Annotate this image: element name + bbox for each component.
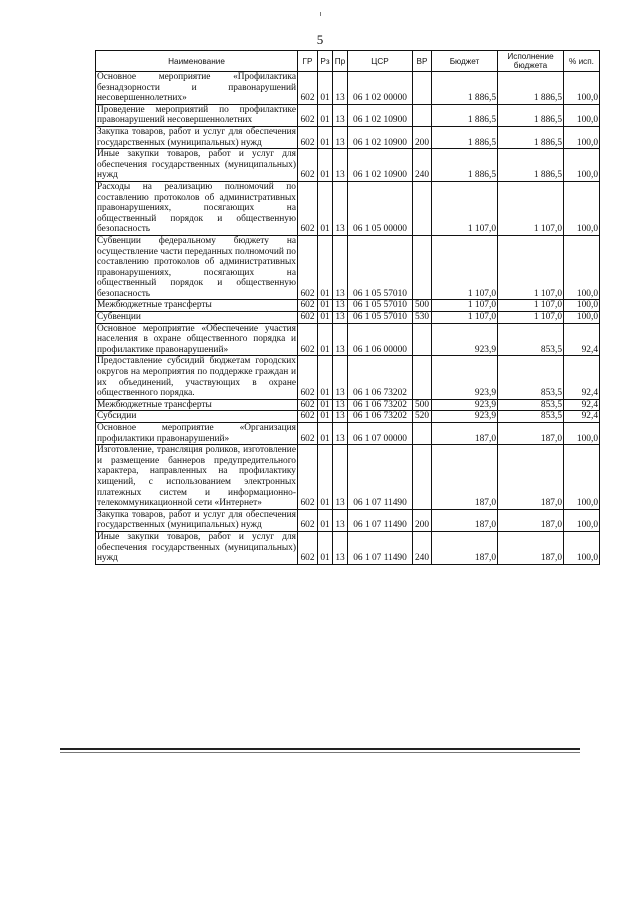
cell-csr: 06 1 06 73202 (348, 356, 413, 399)
cell-percent: 100,0 (564, 235, 600, 300)
cell-vr (413, 235, 432, 300)
cell-gr: 602 (298, 235, 318, 300)
cell-name: Субсидии (96, 411, 298, 423)
cell-vr: 530 (413, 312, 432, 324)
table-row (96, 411, 600, 423)
cell-percent: 100,0 (564, 312, 600, 324)
cell-pr: 13 (333, 72, 348, 105)
table-row (96, 300, 600, 312)
cell-gr: 602 (298, 104, 318, 126)
cell-name: Изготовление, трансляция роликов, изготовление и размещение баннеров предупредительного характера, направленных на профилактику хищений, с использованием электронных платежных систем и информационно-телекоммуникационной сети «Интернет» (97, 445, 296, 509)
cell-percent: 100,0 (564, 181, 600, 235)
cell-percent: 100,0 (564, 72, 600, 105)
cell-rz: 01 (318, 445, 333, 510)
cell-execution: 1 886,5 (498, 149, 564, 182)
cell-csr: 06 1 07 11490 (348, 531, 413, 564)
header-percent: % исп. (564, 51, 600, 72)
cell-name: Межбюджетные трансферты (96, 399, 298, 411)
cell-pr: 13 (333, 356, 348, 399)
cell-gr: 602 (298, 399, 318, 411)
cell-pr: 13 (333, 126, 348, 148)
cell-gr: 602 (298, 149, 318, 182)
cell-budget: 923,9 (432, 323, 498, 356)
header-csr: ЦСР (348, 51, 413, 72)
cell-name: Основное мероприятие «Организация профилактики правонарушений» (97, 423, 296, 444)
cell-percent: 92,4 (564, 399, 600, 411)
cell-rz: 01 (318, 181, 333, 235)
cell-gr: 602 (298, 531, 318, 564)
table-row (96, 149, 600, 182)
cell-gr: 602 (298, 411, 318, 423)
cell-percent: 100,0 (564, 445, 600, 510)
cell-name: Основное мероприятие «Обеспечение участия населения в охране общественного порядка и профилактике правонарушений» (97, 323, 296, 355)
cell-percent: 100,0 (564, 300, 600, 312)
cell-percent: 92,4 (564, 323, 600, 356)
cell-vr (413, 423, 432, 445)
cell-csr: 06 1 06 00000 (348, 323, 413, 356)
scan-artifact (320, 12, 321, 16)
table-row (96, 423, 600, 445)
cell-budget: 923,9 (432, 356, 498, 399)
cell-budget: 187,0 (432, 423, 498, 445)
cell-gr: 602 (298, 423, 318, 445)
cell-name: Межбюджетные трансферты (96, 300, 298, 312)
cell-rz: 01 (318, 104, 333, 126)
cell-csr: 06 1 05 57010 (348, 300, 413, 312)
cell-budget: 1 107,0 (432, 181, 498, 235)
cell-percent: 92,4 (564, 356, 600, 399)
table-row (96, 399, 600, 411)
table-row (96, 312, 600, 324)
cell-gr: 602 (298, 312, 318, 324)
cell-pr: 13 (333, 531, 348, 564)
table-row (96, 235, 600, 300)
cell-gr: 602 (298, 126, 318, 148)
cell-budget: 1 886,5 (432, 72, 498, 105)
cell-gr: 602 (298, 300, 318, 312)
table-body (96, 72, 600, 565)
cell-rz: 01 (318, 356, 333, 399)
cell-gr: 602 (298, 356, 318, 399)
cell-vr: 500 (413, 399, 432, 411)
cell-vr (413, 72, 432, 105)
cell-budget: 1 107,0 (432, 312, 498, 324)
cell-rz: 01 (318, 149, 333, 182)
cell-vr (413, 104, 432, 126)
cell-name: Иные закупки товаров, работ и услуг для обеспечения государственных (муниципальных) нужд (97, 531, 296, 564)
cell-name: Предоставление субсидий бюджетам городских округов на мероприятия по поддержке граждан и их объединений, участвующих в охране общественного порядка. (97, 356, 296, 399)
table-row (96, 323, 600, 356)
cell-gr: 602 (298, 509, 318, 531)
cell-percent: 100,0 (564, 104, 600, 126)
cell-budget: 1 107,0 (432, 300, 498, 312)
cell-pr: 13 (333, 235, 348, 300)
cell-gr: 602 (298, 72, 318, 105)
cell-execution: 1 107,0 (498, 235, 564, 300)
cell-execution: 187,0 (498, 509, 564, 531)
cell-vr: 240 (413, 149, 432, 182)
cell-csr: 06 1 02 10900 (348, 149, 413, 182)
cell-csr: 06 1 02 10900 (348, 104, 413, 126)
cell-csr: 06 1 07 11490 (348, 445, 413, 510)
cell-execution: 187,0 (498, 423, 564, 445)
table-header-row (96, 51, 600, 72)
cell-gr: 602 (298, 445, 318, 510)
header-gr: ГР (298, 51, 318, 72)
cell-execution: 1 886,5 (498, 126, 564, 148)
table-row (96, 509, 600, 531)
cell-vr: 200 (413, 509, 432, 531)
bottom-rule-thin (60, 752, 580, 753)
cell-percent: 92,4 (564, 411, 600, 423)
cell-rz: 01 (318, 126, 333, 148)
page-number: 5 (316, 32, 324, 47)
bottom-rule (60, 748, 580, 750)
cell-csr: 06 1 05 57010 (348, 312, 413, 324)
header-pr: Пр (333, 51, 348, 72)
cell-vr (413, 181, 432, 235)
cell-budget: 1 107,0 (432, 235, 498, 300)
cell-budget: 187,0 (432, 531, 498, 564)
cell-rz: 01 (318, 399, 333, 411)
table-row (96, 126, 600, 148)
cell-budget: 1 886,5 (432, 149, 498, 182)
cell-rz: 01 (318, 323, 333, 356)
cell-execution: 1 107,0 (498, 300, 564, 312)
header-rz: Рз (318, 51, 333, 72)
header-name: Наименование (96, 51, 298, 72)
cell-gr: 602 (298, 181, 318, 235)
cell-budget: 923,9 (432, 411, 498, 423)
table-row (96, 445, 600, 510)
cell-percent: 100,0 (564, 126, 600, 148)
cell-execution: 1 107,0 (498, 181, 564, 235)
cell-vr: 500 (413, 300, 432, 312)
header-vr: ВР (413, 51, 432, 72)
cell-vr (413, 323, 432, 356)
cell-name: Проведение мероприятий по профилактике правонарушений несовершеннолетних (97, 104, 296, 126)
cell-csr: 06 1 07 11490 (348, 509, 413, 531)
header-execution: Исполнение бюджета (498, 51, 564, 72)
cell-rz: 01 (318, 531, 333, 564)
cell-execution: 853,5 (498, 411, 564, 423)
cell-name: Закупка товаров, работ и услуг для обеспечения государственных (муниципальных) нужд (97, 126, 296, 148)
cell-name: Субвенции федеральному бюджету на осуществление части переданных полномочий по составлению протоколов об административных правонарушениях, посягающих на общественный порядок и общественную безопасность (97, 235, 296, 299)
budget-table-container (95, 50, 599, 565)
cell-name: Закупка товаров, работ и услуг для обеспечения государственных (муниципальных) нужд (97, 509, 296, 531)
cell-vr: 520 (413, 411, 432, 423)
cell-csr: 06 1 02 10900 (348, 126, 413, 148)
cell-percent: 100,0 (564, 149, 600, 182)
cell-percent: 100,0 (564, 531, 600, 564)
cell-execution: 1 886,5 (498, 104, 564, 126)
cell-vr: 240 (413, 531, 432, 564)
cell-pr: 13 (333, 445, 348, 510)
cell-pr: 13 (333, 399, 348, 411)
cell-rz: 01 (318, 300, 333, 312)
cell-rz: 01 (318, 423, 333, 445)
cell-execution: 853,5 (498, 356, 564, 399)
cell-execution: 853,5 (498, 399, 564, 411)
cell-name: Субвенции (96, 312, 298, 324)
cell-execution: 187,0 (498, 531, 564, 564)
cell-rz: 01 (318, 235, 333, 300)
cell-pr: 13 (333, 423, 348, 445)
cell-pr: 13 (333, 181, 348, 235)
cell-rz: 01 (318, 312, 333, 324)
cell-pr: 13 (333, 104, 348, 126)
header-budget: Бюджет (432, 51, 498, 72)
cell-pr: 13 (333, 411, 348, 423)
budget-table (95, 50, 600, 565)
cell-name: Основное мероприятие «Профилактика безнадзорности и правонарушений несовершеннолетних» (97, 72, 296, 104)
cell-vr (413, 445, 432, 510)
cell-budget: 1 886,5 (432, 104, 498, 126)
cell-budget: 187,0 (432, 445, 498, 510)
table-row (96, 531, 600, 564)
cell-budget: 1 886,5 (432, 126, 498, 148)
table-row (96, 356, 600, 399)
cell-pr: 13 (333, 509, 348, 531)
cell-vr: 200 (413, 126, 432, 148)
table-row (96, 181, 600, 235)
cell-csr: 06 1 02 00000 (348, 72, 413, 105)
cell-rz: 01 (318, 411, 333, 423)
cell-pr: 13 (333, 323, 348, 356)
cell-execution: 187,0 (498, 445, 564, 510)
cell-percent: 100,0 (564, 509, 600, 531)
cell-csr: 06 1 05 57010 (348, 235, 413, 300)
cell-execution: 1 886,5 (498, 72, 564, 105)
cell-csr: 06 1 06 73202 (348, 399, 413, 411)
cell-gr: 602 (298, 323, 318, 356)
cell-rz: 01 (318, 509, 333, 531)
cell-execution: 853,5 (498, 323, 564, 356)
cell-pr: 13 (333, 149, 348, 182)
cell-vr (413, 356, 432, 399)
cell-name: Расходы на реализацию полномочий по составлению протоколов об административных правонарушениях, посягающих на общественный порядок и общественную безопасность (97, 181, 296, 235)
cell-pr: 13 (333, 300, 348, 312)
cell-rz: 01 (318, 72, 333, 105)
cell-pr: 13 (333, 312, 348, 324)
cell-budget: 923,9 (432, 399, 498, 411)
cell-percent: 100,0 (564, 423, 600, 445)
cell-csr: 06 1 06 73202 (348, 411, 413, 423)
cell-name: Иные закупки товаров, работ и услуг для обеспечения государственных (муниципальных) нужд (97, 149, 296, 181)
cell-csr: 06 1 05 00000 (348, 181, 413, 235)
cell-execution: 1 107,0 (498, 312, 564, 324)
cell-csr: 06 1 07 00000 (348, 423, 413, 445)
table-row (96, 72, 600, 105)
table-row (96, 104, 600, 126)
cell-budget: 187,0 (432, 509, 498, 531)
